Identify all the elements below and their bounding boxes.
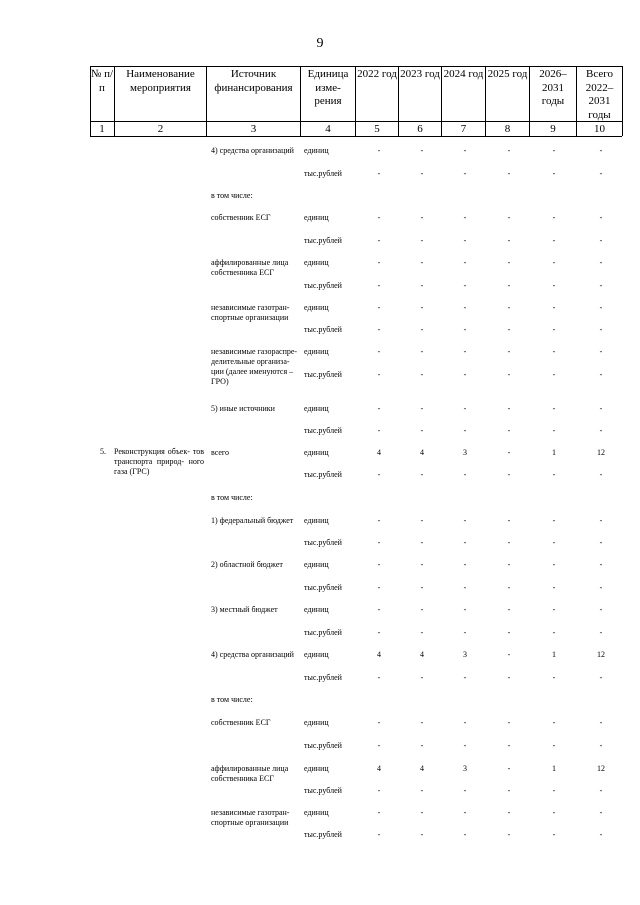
value-cell: - — [507, 426, 511, 435]
value-cell: - — [507, 470, 511, 479]
header-col-2022: 2022 год — [357, 68, 397, 80]
table-row — [0, 448, 640, 470]
funding-source: независимые газотран- спортные организации — [211, 303, 290, 322]
value-cell: - — [420, 560, 424, 569]
value-cell: - — [420, 370, 424, 379]
value-cell: - — [463, 404, 467, 413]
item-5-number: 5. — [100, 447, 106, 456]
value-cell: - — [377, 236, 381, 245]
table-row — [0, 650, 640, 672]
value-cell: - — [463, 303, 467, 312]
table-row — [0, 538, 640, 560]
value-cell: - — [599, 808, 603, 817]
value-cell: - — [463, 718, 467, 727]
value-cell: - — [552, 718, 556, 727]
table-row — [0, 169, 640, 191]
value-cell: - — [599, 370, 603, 379]
value-cell: - — [420, 236, 424, 245]
value-cell: - — [507, 347, 511, 356]
value-cell: - — [552, 808, 556, 817]
value-cell: - — [377, 538, 381, 547]
value-cell: - — [420, 258, 424, 267]
value-cell: - — [420, 786, 424, 795]
value-cell: - — [552, 605, 556, 614]
value-cell: - — [463, 470, 467, 479]
funding-source: независимые газотран- спортные организации — [211, 808, 290, 827]
header-col-2023: 2023 год — [400, 68, 440, 80]
header-col-source: Источник финансирования — [214, 68, 293, 94]
value-cell: - — [552, 426, 556, 435]
header-col-unit: Единица изме- рения — [307, 68, 349, 107]
value-cell: - — [463, 213, 467, 222]
value-cell: - — [420, 325, 424, 334]
unit: тыс.рублей — [304, 786, 342, 795]
value-cell: - — [552, 236, 556, 245]
value-cell: - — [463, 830, 467, 839]
value-cell: - — [507, 583, 511, 592]
value-cell: - — [599, 830, 603, 839]
funding-source: аффилированные лица собственника ЕСГ — [211, 258, 289, 277]
value-cell: - — [507, 605, 511, 614]
value-cell: - — [552, 628, 556, 637]
funding-source: 1) федеральный бюджет — [211, 516, 294, 525]
value-cell: - — [507, 830, 511, 839]
value-cell: - — [463, 605, 467, 614]
table-row — [0, 741, 640, 763]
table-row — [0, 236, 640, 258]
value-cell: - — [420, 830, 424, 839]
value-cell: - — [377, 404, 381, 413]
value-cell: - — [377, 426, 381, 435]
funding-source: в том числе: — [211, 493, 253, 502]
value-cell: - — [420, 426, 424, 435]
table-row — [0, 695, 640, 717]
value-cell: - — [420, 516, 424, 525]
value-cell: - — [507, 258, 511, 267]
value-cell: - — [507, 370, 511, 379]
value-cell: - — [463, 426, 467, 435]
value-cell: - — [507, 281, 511, 290]
value-cell: - — [420, 146, 424, 155]
value-cell: 1 — [552, 650, 556, 659]
value-cell: - — [552, 830, 556, 839]
value-cell: - — [507, 741, 511, 750]
value-cell: 12 — [597, 650, 605, 659]
value-cell: - — [463, 236, 467, 245]
value-cell: - — [552, 146, 556, 155]
value-cell: - — [377, 605, 381, 614]
value-cell: - — [463, 146, 467, 155]
value-cell: - — [507, 213, 511, 222]
value-cell: - — [420, 605, 424, 614]
value-cell: - — [507, 673, 511, 682]
value-cell: - — [507, 303, 511, 312]
value-cell: - — [463, 169, 467, 178]
column-number: 4 — [325, 123, 331, 135]
value-cell: - — [552, 741, 556, 750]
value-cell: - — [420, 628, 424, 637]
header-col-2025: 2025 год — [487, 68, 528, 80]
page-number: 9 — [316, 36, 324, 51]
value-cell: - — [377, 741, 381, 750]
unit: единиц — [304, 303, 329, 312]
header-col-name: Наименование мероприятия — [126, 68, 195, 94]
header-top-border — [90, 66, 622, 67]
value-cell: - — [377, 786, 381, 795]
value-cell: - — [599, 258, 603, 267]
table-header — [0, 0, 640, 140]
value-cell: - — [599, 560, 603, 569]
unit: единиц — [304, 258, 329, 267]
value-cell: - — [420, 718, 424, 727]
value-cell: - — [599, 605, 603, 614]
value-cell: - — [420, 470, 424, 479]
value-cell: - — [463, 325, 467, 334]
value-cell: - — [552, 281, 556, 290]
unit: единиц — [304, 808, 329, 817]
value-cell: - — [420, 583, 424, 592]
value-cell: - — [377, 470, 381, 479]
value-cell: - — [377, 325, 381, 334]
value-cell: - — [463, 741, 467, 750]
table-row — [0, 258, 640, 280]
unit: тыс.рублей — [304, 583, 342, 592]
table-row — [0, 605, 640, 627]
header-col-number: № п/п — [90, 68, 114, 94]
value-cell: - — [599, 786, 603, 795]
column-number: 7 — [460, 123, 467, 135]
value-cell: 12 — [597, 764, 605, 773]
value-cell: - — [552, 347, 556, 356]
value-cell: - — [507, 448, 511, 457]
unit: тыс.рублей — [304, 830, 342, 839]
value-cell: - — [552, 538, 556, 547]
funding-source: 5) иные источники — [211, 404, 275, 413]
value-cell: 1 — [552, 448, 556, 457]
table-row — [0, 628, 640, 650]
value-cell: - — [377, 213, 381, 222]
value-cell: - — [507, 516, 511, 525]
value-cell: - — [599, 718, 603, 727]
unit: тыс.рублей — [304, 628, 342, 637]
value-cell: - — [420, 213, 424, 222]
value-cell: - — [463, 583, 467, 592]
value-cell: - — [599, 281, 603, 290]
value-cell: - — [552, 560, 556, 569]
unit: единиц — [304, 718, 329, 727]
value-cell: - — [463, 516, 467, 525]
table-row — [0, 808, 640, 830]
value-cell: - — [377, 303, 381, 312]
column-number: 5 — [374, 123, 380, 135]
funding-source: собственник ЕСГ — [211, 213, 271, 222]
unit: единиц — [304, 347, 329, 356]
value-cell: - — [552, 786, 556, 795]
table-row — [0, 516, 640, 538]
value-cell: - — [420, 741, 424, 750]
table-row — [0, 830, 640, 852]
header-number-row-border — [90, 121, 622, 122]
value-cell: - — [599, 516, 603, 525]
value-cell: - — [463, 673, 467, 682]
funding-source: аффилированные лица собственника ЕСГ — [211, 764, 289, 783]
table-row — [0, 370, 640, 392]
value-cell: - — [377, 808, 381, 817]
value-cell: - — [552, 516, 556, 525]
unit: единиц — [304, 448, 329, 457]
funding-source: 4) средства организаций — [211, 146, 294, 155]
unit: тыс.рублей — [304, 673, 342, 682]
funding-source: в том числе: — [211, 191, 253, 200]
unit: единиц — [304, 605, 329, 614]
table-row — [0, 718, 640, 740]
value-cell: - — [377, 370, 381, 379]
value-cell: - — [420, 347, 424, 356]
column-number: 10 — [594, 123, 605, 135]
value-cell: - — [507, 650, 511, 659]
value-cell: - — [507, 628, 511, 637]
value-cell: - — [552, 303, 556, 312]
value-cell: 3 — [463, 448, 467, 457]
value-cell: - — [463, 370, 467, 379]
column-number: 1 — [99, 123, 105, 135]
value-cell: - — [507, 718, 511, 727]
value-cell: - — [552, 470, 556, 479]
funding-source: 2) областной бюджет — [211, 560, 283, 569]
value-cell: - — [507, 169, 511, 178]
unit: тыс.рублей — [304, 169, 342, 178]
table-row — [0, 281, 640, 303]
value-cell: - — [599, 347, 603, 356]
value-cell: - — [552, 583, 556, 592]
value-cell: - — [507, 146, 511, 155]
value-cell: - — [420, 673, 424, 682]
table-row — [0, 191, 640, 213]
value-cell: - — [599, 583, 603, 592]
table-row — [0, 786, 640, 808]
value-cell: - — [377, 146, 381, 155]
value-cell: - — [377, 718, 381, 727]
value-cell: - — [420, 808, 424, 817]
value-cell: - — [507, 236, 511, 245]
value-cell: 1 — [552, 764, 556, 773]
unit: единиц — [304, 560, 329, 569]
value-cell: 4 — [420, 764, 424, 773]
value-cell: - — [599, 426, 603, 435]
funding-source: в том числе: — [211, 695, 253, 704]
value-cell: - — [599, 628, 603, 637]
table-row — [0, 560, 640, 582]
value-cell: - — [552, 673, 556, 682]
value-cell: - — [377, 258, 381, 267]
value-cell: - — [552, 213, 556, 222]
value-cell: - — [599, 146, 603, 155]
value-cell: - — [420, 404, 424, 413]
value-cell: - — [599, 470, 603, 479]
value-cell: - — [552, 404, 556, 413]
value-cell: - — [599, 325, 603, 334]
unit: тыс.рублей — [304, 538, 342, 547]
value-cell: - — [599, 169, 603, 178]
header-divider — [622, 66, 623, 136]
value-cell: - — [420, 303, 424, 312]
value-cell: - — [599, 673, 603, 682]
value-cell: - — [599, 538, 603, 547]
value-cell: - — [507, 808, 511, 817]
value-cell: 12 — [597, 448, 605, 457]
value-cell: - — [599, 404, 603, 413]
unit: единиц — [304, 764, 329, 773]
value-cell: - — [463, 628, 467, 637]
value-cell: - — [599, 741, 603, 750]
table-row — [0, 404, 640, 426]
unit: тыс.рублей — [304, 325, 342, 334]
column-number: 9 — [550, 123, 556, 135]
table-row — [0, 583, 640, 605]
value-cell: 4 — [377, 448, 381, 457]
value-cell: - — [507, 538, 511, 547]
table-row — [0, 470, 640, 492]
unit: тыс.рублей — [304, 470, 342, 479]
unit: тыс.рублей — [304, 741, 342, 750]
value-cell: 4 — [377, 764, 381, 773]
table-row — [0, 673, 640, 695]
column-number: 3 — [250, 123, 257, 135]
value-cell: - — [507, 786, 511, 795]
column-number: 2 — [157, 123, 164, 135]
value-cell: 3 — [463, 650, 467, 659]
unit: единиц — [304, 404, 329, 413]
value-cell: - — [463, 258, 467, 267]
header-col-2024: 2024 год — [443, 68, 484, 80]
value-cell: 3 — [463, 764, 467, 773]
value-cell: - — [463, 347, 467, 356]
value-cell: - — [377, 560, 381, 569]
value-cell: - — [599, 213, 603, 222]
header-col-total: Всего 2022– 2031 годы — [585, 68, 614, 121]
unit: тыс.рублей — [304, 426, 342, 435]
value-cell: - — [463, 560, 467, 569]
funding-source: независимые газораспре- делительные организа- ции (далее именуются – ГРО) — [211, 347, 298, 386]
value-cell: - — [420, 281, 424, 290]
value-cell: - — [377, 516, 381, 525]
unit: единиц — [304, 146, 329, 155]
value-cell: - — [552, 258, 556, 267]
value-cell: - — [463, 786, 467, 795]
item-5-name: Реконструкция объек- тов транспорта природ- ного газа (ГРС) — [114, 447, 204, 476]
value-cell: - — [463, 538, 467, 547]
value-cell: 4 — [420, 650, 424, 659]
unit: тыс.рублей — [304, 236, 342, 245]
table-row — [0, 325, 640, 347]
funding-source: 4) средства организаций — [211, 650, 294, 659]
value-cell: - — [507, 560, 511, 569]
value-cell: - — [420, 538, 424, 547]
value-cell: - — [420, 169, 424, 178]
column-number: 8 — [504, 123, 511, 135]
value-cell: - — [507, 325, 511, 334]
funding-source: собственник ЕСГ — [211, 718, 271, 727]
value-cell: - — [463, 281, 467, 290]
unit: единиц — [304, 650, 329, 659]
table-row — [0, 764, 640, 786]
unit: тыс.рублей — [304, 370, 342, 379]
value-cell: - — [552, 370, 556, 379]
value-cell: - — [377, 583, 381, 592]
value-cell: - — [599, 236, 603, 245]
value-cell: - — [599, 303, 603, 312]
table-row — [0, 303, 640, 325]
table-row — [0, 426, 640, 448]
value-cell: 4 — [377, 650, 381, 659]
header-col-2026-2031: 2026– 2031 годы — [539, 68, 567, 107]
funding-source: всего — [211, 448, 230, 457]
value-cell: - — [507, 764, 511, 773]
value-cell: - — [552, 169, 556, 178]
value-cell: - — [377, 347, 381, 356]
value-cell: - — [507, 404, 511, 413]
value-cell: - — [377, 830, 381, 839]
value-cell: - — [377, 169, 381, 178]
unit: единиц — [304, 213, 329, 222]
unit: тыс.рублей — [304, 281, 342, 290]
value-cell: - — [463, 808, 467, 817]
funding-source: 3) местный бюджет — [211, 605, 278, 614]
header-bottom-border — [90, 136, 622, 137]
column-number: 6 — [417, 123, 423, 135]
value-cell: - — [377, 673, 381, 682]
unit: единиц — [304, 516, 329, 525]
table-row — [0, 213, 640, 235]
value-cell: - — [552, 325, 556, 334]
table-row — [0, 493, 640, 515]
value-cell: - — [377, 281, 381, 290]
table-row — [0, 146, 640, 168]
value-cell: - — [377, 628, 381, 637]
value-cell: 4 — [420, 448, 424, 457]
